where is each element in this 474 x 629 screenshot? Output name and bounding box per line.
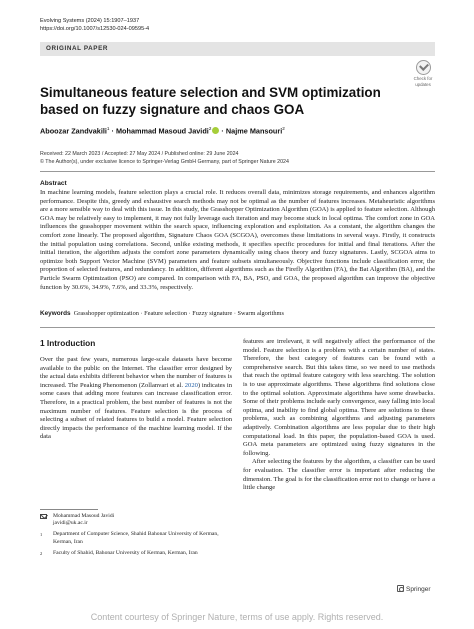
author-affiliation: 1 [106,126,110,131]
divider [40,327,435,328]
affiliation-mark: 1 [40,532,43,538]
springer-logo-icon [397,585,404,592]
keywords-label: Keywords [40,310,71,317]
body-column-right [243,338,435,493]
author-name[interactable]: Aboozar Zandvakili [40,126,107,136]
publication-dates [40,151,289,166]
footnotes [40,513,232,561]
check-label-2: updates [415,82,431,87]
paragraph-text: Over the past few years, numerous large-scale datasets have become available to the public on the Internet. The classifier error designed by the actual data exhibits different behavior when the number of features is increased. The Peaking Phenomenon (Zollanvari et al. [40,356,232,389]
affiliation-text: Department of Computer Science, Shahid Bahonar University of Kerman, Kerman, Iran [53,531,219,545]
author-list [40,126,285,135]
journal-citation: Evolving Systems (2024) 15:1907–1937 [40,18,140,24]
check-for-updates[interactable] [410,60,436,87]
body-column-left [40,356,232,442]
author-name[interactable]: Najme Mansouri [225,126,283,136]
keywords [40,310,435,318]
affiliation-footnote [40,550,232,557]
journal-header [40,17,149,33]
journal-doi[interactable]: https://doi.org/10.1007/s12530-024-09595-4 [40,26,150,32]
publisher-name: Springer [406,586,431,593]
publisher-mark [397,585,431,593]
author-separator: · [219,126,226,136]
paragraph: After selecting the features by the algorithm, a classifier can be used for evaluation. The classifier error is important after reducing the dimension. The goal is for the classification error not to change or have a little change [243,458,435,492]
keywords-text: Grasshopper optimization · Feature selection · Fuzzy signature · Swarm algorithms [73,310,284,317]
contact-name: Mohammad Masoud Javidi [53,513,115,519]
dates-line: Received: 22 March 2023 / Accepted: 27 May 2024 / Published online: 29 June 2024 [40,151,239,157]
check-label-1: Check for [413,76,433,81]
divider [40,171,435,172]
paragraph [40,356,232,442]
paper-title: Simultaneous feature selection and SVM optimization based on fuzzy signature and chaos GOA [40,85,381,117]
check-for-updates-icon [416,60,431,75]
copyright-line: © The Author(s), under exclusive licence to Springer-Verlag GmbH Germany, part of Springer Nature 2024 [40,158,289,165]
author-separator: · [109,126,116,136]
author-affiliation: 2 [282,126,285,131]
contact-email[interactable]: javidi@uk.ac.ir [53,520,88,527]
contact-footnote [40,513,232,527]
article-type-bar: ORIGINAL PAPER [40,42,435,56]
paragraph: features are irrelevant, it will negatively affect the performance of the model. Feature selection is a problem with a certain number of states. Therefore, the best category of features can be found with a comprehensive search. But this takes time, so we need to use methods that reach the optimal feature category with less searching. The solution is to use approximate algorithms. These algorithms find solutions close to the optimal solution. Approximate algorithms have some drawbacks. Some of their problems include early convergence, easy falling into local optima, and inability to find global optima. There are solutions to these problems, such as combining algorithms and adjusting parameters adaptively. Combination algorithms are less popular due to their high computational load. In this paper, the population-based GOA is used. GOA meta parameters are optimized using fuzzy signatures in the following. [243,338,435,457]
citation-link[interactable]: 2020 [184,381,198,389]
paragraph-text: ) indicates in some cases that adding more features can increase classification error. Therefore, in a practical problem, the best number of features is not the maximum number of features. Feature selection is the process of selecting a subset of related features to build a model. Feature selection directly impacts the performance of the machine learning model. If the data [40,381,232,441]
author-name[interactable]: Mohammad Masoud Javidi [115,126,209,136]
abstract-heading: Abstract [40,180,67,187]
affiliation-footnote [40,531,232,545]
abstract-text: In machine learning models, feature selection plays a crucial role. It reduces overall data, minimizes storage requirements, and enhances algorithm performance. Despite this, greedy and exhaustive search methods may not be optimal as the number of features increases. Metaheuristic algorithms are a more sensible way to deal with this issue. In this study, the Grasshopper Optimization Algorithm (GOA) is applied to feature selection. Although GOA may be relatively easy to implement, it may not fully leverage each iteration and may become stuck in local optima. The comfort zone in GOA influences the grasshopper movement within the search space, influencing exploration and exploitation. As a constant, the algorithm changes the comfort zone linearly. The proposed algorithm, Signature Chaos GOA (SCGOA), overcomes these limitations in several ways. Firstly, it constructs the initial population using correlations. Second, unlike existing methods, it specifies specific procedures for initial and final iterations. After the initial iteration, the algorithm adjusts the comfort zone parameters dynamically using chaos theory and fuzzy signatures. Lastly, SCGOA aims to optimize both Support Vector Machine (SVM) parameters and feature subsets simultaneously. Objective functions include classification error, the proportion of selected features, and redundancy. In addition, different algorithms such as the Firefly Algorithm (FA), the Bat Algorithm (BA), and the Particle Swarm Optimization (PSO) are compared. In comparison with FA, BA, PSO, and GOA, the proposed algorithm can improve the objective function by 30.6%, 34.9%, 7.6%, and 33.3%, respectively. [40,189,435,291]
author-affiliation: 2 [208,126,212,131]
footnote-divider [40,509,98,510]
courtesy-notice[interactable]: Content courtesy of Springer Nature, terms of use apply. Rights reserved. [90,612,384,622]
mail-icon [40,514,47,519]
affiliation-text: Faculty of Shahid, Bahonar University of Kerman, Kerman, Iran [53,549,198,556]
section-heading: 1 Introduction [40,338,96,348]
affiliation-mark: 2 [40,550,43,556]
